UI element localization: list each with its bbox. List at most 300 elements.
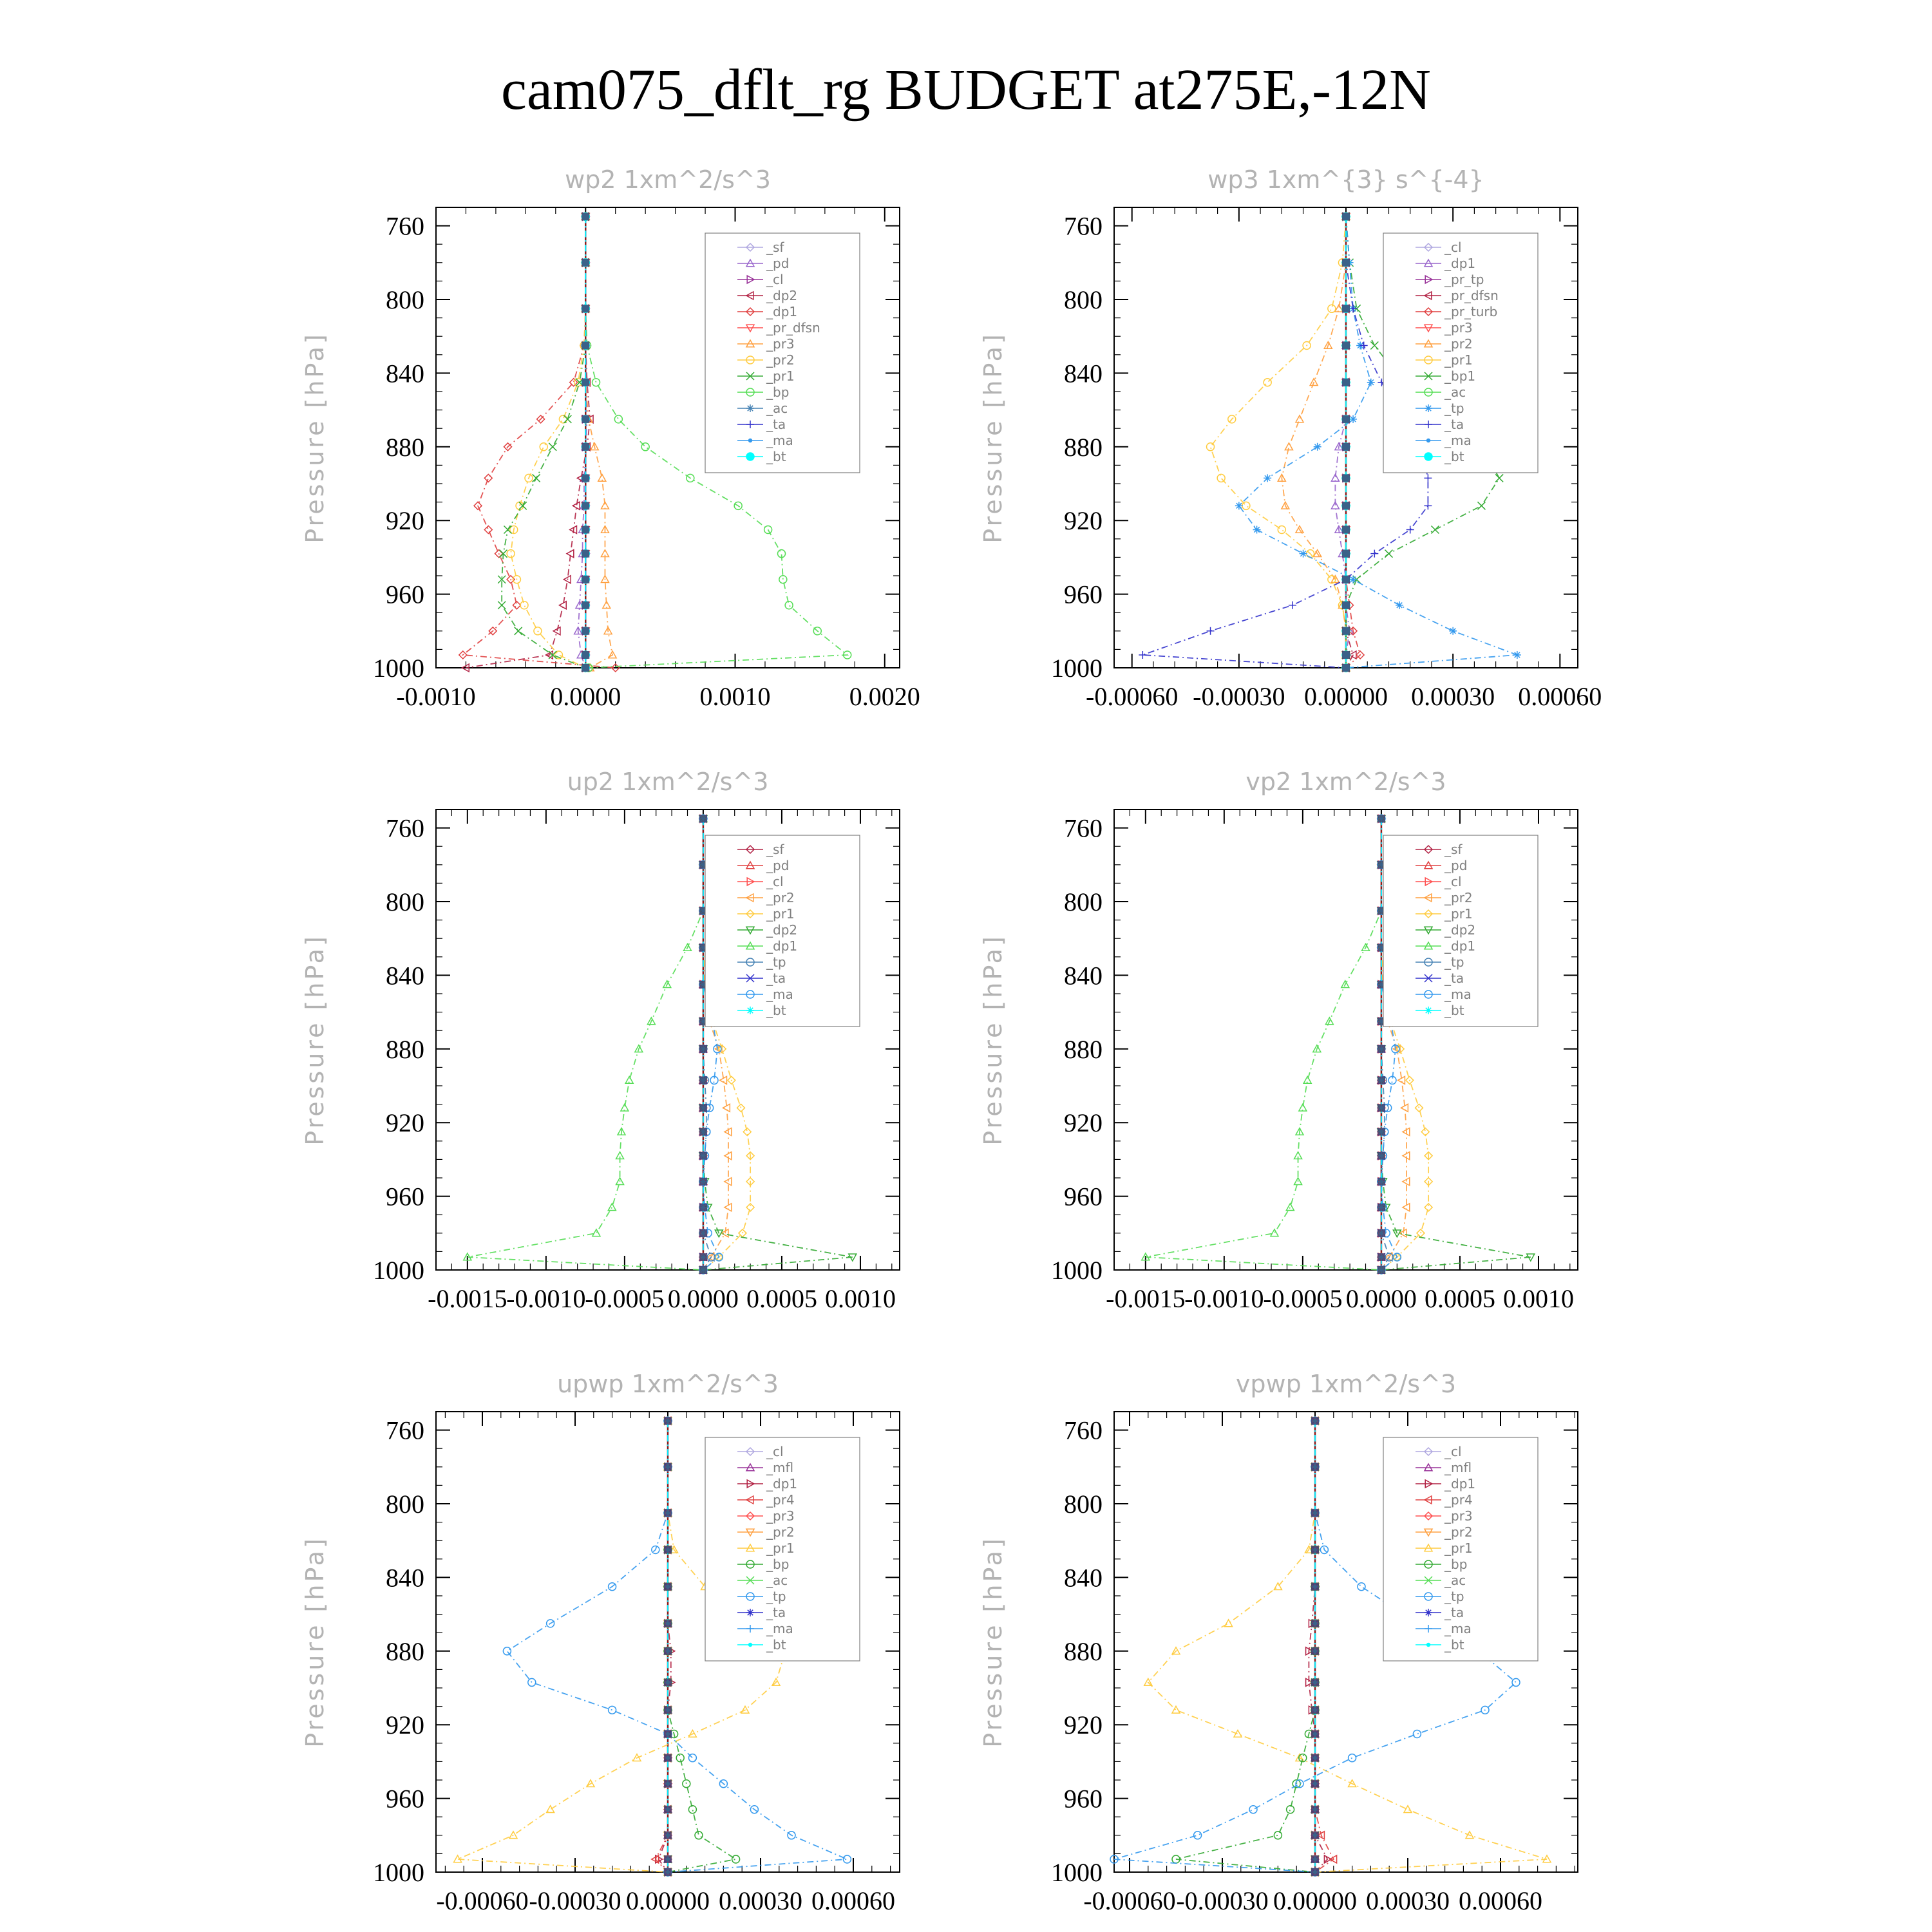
series-line bbox=[585, 216, 612, 668]
data-point bbox=[1378, 815, 1385, 822]
data-point bbox=[1342, 550, 1350, 558]
y-tick-label: 920 bbox=[386, 506, 424, 536]
data-point bbox=[1342, 627, 1350, 635]
x-tick-label: -0.00060 bbox=[1083, 1886, 1176, 1915]
legend-label: _pr1 bbox=[1444, 1540, 1473, 1556]
data-point bbox=[1300, 550, 1307, 558]
y-tick-label: 840 bbox=[1064, 1563, 1103, 1593]
series-line bbox=[463, 216, 616, 668]
x-tick-label: 0.0000 bbox=[550, 682, 621, 711]
data-point bbox=[503, 1647, 511, 1655]
x-tick-label: 0.00030 bbox=[719, 1886, 802, 1915]
legend-marker bbox=[746, 1609, 754, 1616]
data-point bbox=[484, 474, 492, 482]
y-axis-label: Pressure [hPa] bbox=[301, 934, 329, 1146]
legend-label: _ac bbox=[1444, 1573, 1466, 1588]
data-point bbox=[582, 502, 589, 509]
y-tick-label: 880 bbox=[1064, 1034, 1103, 1064]
data-point bbox=[1172, 1706, 1180, 1713]
legend-label: _sf bbox=[766, 240, 784, 255]
data-point bbox=[1367, 379, 1375, 386]
y-tick-label: 1000 bbox=[1051, 654, 1103, 683]
data-point bbox=[1235, 502, 1243, 509]
legend-label: _dp1 bbox=[1444, 1476, 1476, 1492]
data-point bbox=[1249, 1806, 1257, 1814]
data-point bbox=[528, 1678, 536, 1686]
legend-label: _pr_turb bbox=[1444, 304, 1498, 319]
data-point bbox=[664, 1546, 672, 1554]
data-point bbox=[1342, 415, 1350, 423]
data-point bbox=[582, 415, 589, 423]
y-tick-label: 800 bbox=[1064, 1490, 1103, 1519]
y-tick-label: 800 bbox=[386, 1490, 424, 1519]
x-tick-label: -0.0015 bbox=[1106, 1284, 1186, 1313]
legend-label: _tp bbox=[1444, 1589, 1464, 1604]
x-tick-label: -0.00030 bbox=[529, 1886, 621, 1915]
legend-label: _tp bbox=[1444, 954, 1464, 970]
legend-label: _pd bbox=[766, 858, 790, 873]
y-tick-label: 800 bbox=[386, 285, 424, 314]
legend-label: _mfl bbox=[766, 1460, 794, 1475]
legend-label: _dp1 bbox=[766, 1476, 798, 1492]
legend-label: _pd bbox=[766, 256, 790, 271]
data-point bbox=[641, 443, 649, 451]
data-point bbox=[582, 664, 589, 672]
x-tick-label: 0.00060 bbox=[1518, 682, 1602, 711]
x-tick-label: 0.0000 bbox=[667, 1284, 739, 1313]
data-point bbox=[664, 1706, 672, 1714]
legend-label: _pr3 bbox=[766, 1508, 795, 1524]
chart-panel bbox=[301, 768, 900, 1313]
data-point bbox=[664, 1678, 672, 1686]
data-point bbox=[1271, 1229, 1278, 1236]
y-tick-label: 1000 bbox=[373, 654, 424, 683]
legend-label: _cl bbox=[1444, 240, 1462, 255]
data-point bbox=[1431, 526, 1439, 534]
data-point bbox=[582, 601, 589, 609]
legend bbox=[1383, 233, 1538, 473]
legend-label: _cl bbox=[766, 272, 784, 287]
legend-label: _bt bbox=[766, 449, 786, 464]
data-point bbox=[1311, 1754, 1319, 1762]
x-tick-label: 0.00030 bbox=[1411, 682, 1495, 711]
data-point bbox=[582, 379, 589, 386]
legend-label: _bt bbox=[1444, 1003, 1464, 1018]
legend-label: _pr_dfsn bbox=[1444, 288, 1499, 303]
y-tick-label: 960 bbox=[386, 1182, 424, 1211]
data-point bbox=[664, 1754, 672, 1762]
data-point bbox=[1139, 651, 1146, 659]
data-point bbox=[1311, 1832, 1319, 1839]
legend-marker bbox=[749, 1643, 752, 1647]
data-point bbox=[533, 474, 540, 482]
data-point bbox=[695, 1832, 703, 1839]
chart-panel bbox=[301, 166, 920, 711]
data-point bbox=[520, 601, 528, 609]
data-point bbox=[699, 1128, 707, 1136]
x-tick-label: 0.0000 bbox=[1345, 1284, 1417, 1313]
data-point bbox=[676, 1754, 684, 1762]
legend-label: _ta bbox=[766, 417, 786, 432]
legend-marker bbox=[1425, 404, 1432, 412]
legend-label: _bt bbox=[766, 1637, 786, 1653]
data-point bbox=[1311, 1868, 1319, 1876]
data-point bbox=[1342, 474, 1350, 482]
series-line bbox=[468, 819, 703, 1270]
panel-title: vpwp 1xm^2/s^3 bbox=[1235, 1370, 1457, 1398]
y-tick-label: 760 bbox=[386, 1416, 424, 1445]
data-point bbox=[664, 1620, 672, 1627]
y-tick-label: 880 bbox=[386, 1636, 424, 1666]
y-tick-label: 1000 bbox=[1051, 1858, 1103, 1887]
legend-label: _dp2 bbox=[766, 922, 798, 938]
panel-title: up2 1xm^2/s^3 bbox=[567, 768, 769, 796]
data-point bbox=[582, 474, 589, 482]
y-tick-label: 960 bbox=[1064, 1784, 1103, 1814]
data-point bbox=[1253, 526, 1261, 534]
data-point bbox=[504, 526, 511, 534]
x-tick-label: 0.00000 bbox=[1304, 682, 1388, 711]
data-point bbox=[1311, 1509, 1319, 1517]
data-point bbox=[1378, 1266, 1385, 1274]
data-point bbox=[1512, 1678, 1520, 1686]
legend-label: _ma bbox=[1444, 1621, 1472, 1636]
legend-label: _pr2 bbox=[766, 890, 795, 905]
data-point bbox=[688, 1806, 696, 1814]
legend-marker bbox=[1427, 1643, 1430, 1647]
series-line bbox=[659, 1421, 671, 1872]
legend-label: _pr4 bbox=[1444, 1492, 1473, 1508]
data-point bbox=[608, 1204, 616, 1211]
data-point bbox=[1378, 1076, 1385, 1084]
data-point bbox=[1396, 601, 1403, 609]
data-point bbox=[1425, 1204, 1432, 1211]
data-point bbox=[1311, 1546, 1319, 1554]
legend bbox=[705, 1437, 860, 1661]
y-tick-label: 960 bbox=[386, 1784, 424, 1814]
data-point bbox=[688, 1754, 696, 1762]
data-point bbox=[582, 526, 589, 534]
legend-label: _cl bbox=[1444, 874, 1462, 889]
x-tick-label: -0.00030 bbox=[1193, 682, 1285, 711]
legend-label: _pr1 bbox=[766, 1540, 795, 1556]
y-tick-label: 880 bbox=[386, 1034, 424, 1064]
y-tick-label: 760 bbox=[386, 211, 424, 241]
legend-label: _dp1 bbox=[766, 304, 798, 319]
legend-label: _mfl bbox=[1444, 1460, 1472, 1475]
data-point bbox=[699, 1152, 707, 1160]
data-point bbox=[1342, 342, 1350, 350]
legend-label: _ac bbox=[766, 1573, 788, 1588]
panel-title: vp2 1xm^2/s^3 bbox=[1245, 768, 1446, 796]
data-point bbox=[582, 550, 589, 558]
data-point bbox=[1194, 1832, 1202, 1839]
data-point bbox=[699, 1045, 707, 1053]
data-point bbox=[1342, 259, 1350, 267]
data-point bbox=[1404, 1806, 1412, 1813]
x-tick-label: -0.0005 bbox=[1263, 1284, 1343, 1313]
legend-label: _ta bbox=[766, 971, 786, 986]
data-point bbox=[1296, 415, 1303, 422]
legend-label: _pr1 bbox=[766, 906, 795, 922]
legend-label: _pr2 bbox=[766, 352, 795, 368]
y-tick-label: 800 bbox=[386, 887, 424, 916]
data-point bbox=[1311, 1730, 1319, 1738]
legend-label: _pr1 bbox=[1444, 352, 1473, 368]
data-point bbox=[1378, 1128, 1385, 1136]
legend-label: _sf bbox=[766, 842, 784, 857]
legend-label: _dp2 bbox=[1444, 922, 1476, 938]
legend bbox=[705, 835, 860, 1027]
y-tick-label: 800 bbox=[1064, 285, 1103, 314]
data-point bbox=[1311, 1678, 1319, 1686]
data-point bbox=[1378, 1253, 1385, 1261]
data-point bbox=[664, 1868, 672, 1876]
data-point bbox=[1378, 1178, 1385, 1186]
x-tick-label: 0.00000 bbox=[1273, 1886, 1357, 1915]
data-point bbox=[699, 1104, 707, 1112]
legend-label: _cl bbox=[766, 1444, 784, 1459]
x-tick-label: -0.0010 bbox=[506, 1284, 586, 1313]
data-point bbox=[549, 443, 556, 451]
data-point bbox=[699, 1229, 707, 1237]
y-axis-label: Pressure [hPa] bbox=[301, 1536, 329, 1748]
y-axis-label: Pressure [hPa] bbox=[301, 332, 329, 544]
x-tick-label: -0.0010 bbox=[1184, 1284, 1264, 1313]
legend-label: _ac bbox=[766, 401, 788, 416]
x-tick-label: 0.0010 bbox=[824, 1284, 896, 1313]
data-point bbox=[582, 576, 589, 583]
data-point bbox=[1217, 474, 1225, 482]
data-point bbox=[515, 627, 522, 635]
y-tick-label: 920 bbox=[386, 1710, 424, 1740]
data-point bbox=[1207, 443, 1215, 451]
y-tick-label: 840 bbox=[1064, 961, 1103, 990]
legend-label: _cl bbox=[766, 874, 784, 889]
data-point bbox=[1314, 443, 1321, 451]
y-tick-label: 920 bbox=[386, 1108, 424, 1138]
legend-label: _tp bbox=[1444, 401, 1464, 416]
data-point bbox=[498, 601, 506, 609]
x-tick-label: 0.00000 bbox=[626, 1886, 710, 1915]
data-point bbox=[1289, 601, 1296, 609]
data-point bbox=[564, 415, 571, 423]
data-point bbox=[737, 1104, 744, 1112]
data-point bbox=[1424, 502, 1432, 509]
x-tick-label: -0.0005 bbox=[585, 1284, 665, 1313]
data-point bbox=[843, 1855, 851, 1863]
legend-label: _dp1 bbox=[766, 938, 798, 954]
data-point bbox=[1403, 1178, 1410, 1186]
data-point bbox=[1370, 342, 1378, 350]
x-tick-label: 0.00060 bbox=[1459, 1886, 1542, 1915]
data-point bbox=[1349, 576, 1357, 583]
legend-label: _ta bbox=[1444, 971, 1464, 986]
data-point bbox=[1264, 379, 1271, 386]
series-line bbox=[1315, 1421, 1334, 1872]
data-point bbox=[664, 1832, 672, 1839]
legend bbox=[1383, 1437, 1538, 1661]
data-point bbox=[582, 651, 589, 659]
data-point bbox=[664, 1647, 672, 1655]
x-tick-label: -0.00060 bbox=[436, 1886, 529, 1915]
legend-label: _tp bbox=[766, 954, 786, 970]
data-point bbox=[1424, 474, 1432, 482]
legend-label: _bp bbox=[766, 1557, 790, 1572]
legend-label: _bt bbox=[1444, 1637, 1464, 1653]
y-tick-label: 880 bbox=[386, 432, 424, 462]
data-point bbox=[1274, 1832, 1282, 1839]
data-point bbox=[592, 1229, 600, 1236]
x-tick-label: -0.00030 bbox=[1176, 1886, 1269, 1915]
series-line bbox=[1346, 216, 1360, 668]
y-axis-label: Pressure [hPa] bbox=[979, 934, 1007, 1146]
chart-panel bbox=[301, 1370, 900, 1915]
legend-label: _ta bbox=[766, 1605, 786, 1620]
data-point bbox=[582, 342, 589, 350]
x-tick-label: 0.00030 bbox=[1366, 1886, 1450, 1915]
data-point bbox=[1342, 664, 1350, 672]
legend-label: _bt bbox=[1444, 449, 1464, 464]
legend-label: _pr1 bbox=[1444, 906, 1473, 922]
data-point bbox=[664, 1730, 672, 1738]
y-tick-label: 800 bbox=[1064, 887, 1103, 916]
legend-label: _ma bbox=[1444, 987, 1472, 1002]
data-point bbox=[1342, 651, 1350, 659]
data-point bbox=[484, 526, 492, 534]
legend-marker bbox=[749, 439, 752, 442]
page-title: cam075_dflt_rg BUDGET at275E,-12N bbox=[501, 58, 1431, 122]
chart-panel bbox=[979, 768, 1578, 1313]
series-line bbox=[1146, 819, 1381, 1270]
chart-panel bbox=[979, 1370, 1578, 1915]
data-point bbox=[785, 601, 793, 609]
data-point bbox=[1242, 502, 1250, 509]
x-tick-label: -0.00060 bbox=[1086, 682, 1179, 711]
data-point bbox=[699, 1178, 707, 1186]
legend-label: _ma bbox=[766, 1621, 793, 1636]
data-point bbox=[582, 627, 589, 635]
data-point bbox=[1415, 1104, 1423, 1112]
legend-label: _ta bbox=[1444, 1605, 1464, 1620]
data-point bbox=[699, 1076, 707, 1084]
data-point bbox=[1385, 550, 1392, 558]
y-tick-label: 920 bbox=[1064, 1710, 1103, 1740]
x-tick-label: -0.0010 bbox=[396, 682, 476, 711]
data-point bbox=[1342, 443, 1350, 451]
data-point bbox=[1358, 1583, 1365, 1591]
legend-label: _pr_tp bbox=[1444, 272, 1484, 287]
data-point bbox=[553, 627, 560, 635]
x-tick-label: 0.0005 bbox=[1424, 1284, 1495, 1313]
data-point bbox=[1278, 526, 1285, 534]
data-point bbox=[582, 213, 589, 220]
data-point bbox=[1311, 1620, 1319, 1627]
data-point bbox=[1342, 526, 1350, 534]
data-point bbox=[559, 601, 566, 609]
y-tick-label: 920 bbox=[1064, 506, 1103, 536]
x-tick-label: 0.0020 bbox=[849, 682, 920, 711]
data-point bbox=[582, 443, 589, 451]
y-tick-label: 1000 bbox=[373, 1858, 424, 1887]
panel-title: upwp 1xm^2/s^3 bbox=[557, 1370, 779, 1398]
legend-label: _dp1 bbox=[1444, 938, 1476, 954]
data-point bbox=[724, 1178, 732, 1186]
data-point bbox=[1342, 576, 1350, 583]
data-point bbox=[1311, 1806, 1319, 1814]
data-point bbox=[1513, 651, 1521, 659]
y-tick-label: 840 bbox=[386, 961, 424, 990]
data-point bbox=[1342, 601, 1350, 609]
data-point bbox=[1378, 1104, 1385, 1112]
data-point bbox=[513, 601, 520, 609]
data-point bbox=[664, 1806, 672, 1814]
data-point bbox=[1342, 305, 1350, 312]
legend-label: _cl bbox=[1444, 1444, 1462, 1459]
legend-label: _dp2 bbox=[766, 288, 798, 303]
y-tick-label: 960 bbox=[1064, 580, 1103, 609]
data-point bbox=[614, 415, 622, 423]
series-line bbox=[656, 1421, 668, 1872]
data-point bbox=[664, 1463, 672, 1471]
legend-label: _pr2 bbox=[766, 1524, 795, 1540]
data-point bbox=[699, 815, 707, 822]
y-tick-label: 880 bbox=[1064, 1636, 1103, 1666]
series-line bbox=[502, 216, 585, 668]
data-point bbox=[1328, 305, 1336, 312]
y-tick-label: 760 bbox=[386, 813, 424, 843]
data-point bbox=[1311, 1583, 1319, 1591]
legend-marker bbox=[1425, 453, 1432, 460]
legend-label: _pr2 bbox=[1444, 1524, 1473, 1540]
legend-label: _tp bbox=[766, 1589, 786, 1604]
legend-marker bbox=[1427, 439, 1430, 442]
x-tick-label: -0.0015 bbox=[428, 1284, 507, 1313]
data-point bbox=[1413, 1730, 1421, 1738]
series-line bbox=[1309, 1421, 1327, 1872]
legend bbox=[1383, 835, 1538, 1027]
y-tick-label: 760 bbox=[1064, 211, 1103, 241]
data-point bbox=[582, 259, 589, 267]
series-line bbox=[511, 216, 585, 668]
data-point bbox=[1311, 1417, 1319, 1425]
series-line bbox=[1211, 216, 1346, 668]
data-point bbox=[509, 1832, 517, 1839]
legend-label: _pr_dfsn bbox=[766, 320, 820, 336]
x-tick-label: 0.0005 bbox=[746, 1284, 817, 1313]
data-point bbox=[664, 1509, 672, 1517]
y-axis-label: Pressure [hPa] bbox=[979, 1536, 1007, 1748]
legend-label: _bp bbox=[766, 384, 790, 400]
y-tick-label: 840 bbox=[1064, 359, 1103, 388]
legend-label: _pr3 bbox=[1444, 1508, 1473, 1524]
data-point bbox=[1495, 474, 1503, 482]
panel-title: wp3 1xm^{3} s^{-4} bbox=[1208, 166, 1484, 194]
legend-marker bbox=[1425, 1609, 1432, 1616]
legend-label: _pr4 bbox=[766, 1492, 795, 1508]
data-point bbox=[1378, 1045, 1385, 1053]
data-point bbox=[540, 443, 547, 451]
chart-panel bbox=[979, 166, 1602, 711]
data-point bbox=[699, 1204, 707, 1211]
panel-title: wp2 1xm^2/s^3 bbox=[565, 166, 771, 194]
legend-label: _ta bbox=[1444, 417, 1464, 432]
data-point bbox=[732, 1855, 740, 1863]
data-point bbox=[1234, 1730, 1242, 1738]
data-point bbox=[1311, 1706, 1319, 1714]
data-point bbox=[1311, 1647, 1319, 1655]
data-point bbox=[779, 576, 787, 583]
